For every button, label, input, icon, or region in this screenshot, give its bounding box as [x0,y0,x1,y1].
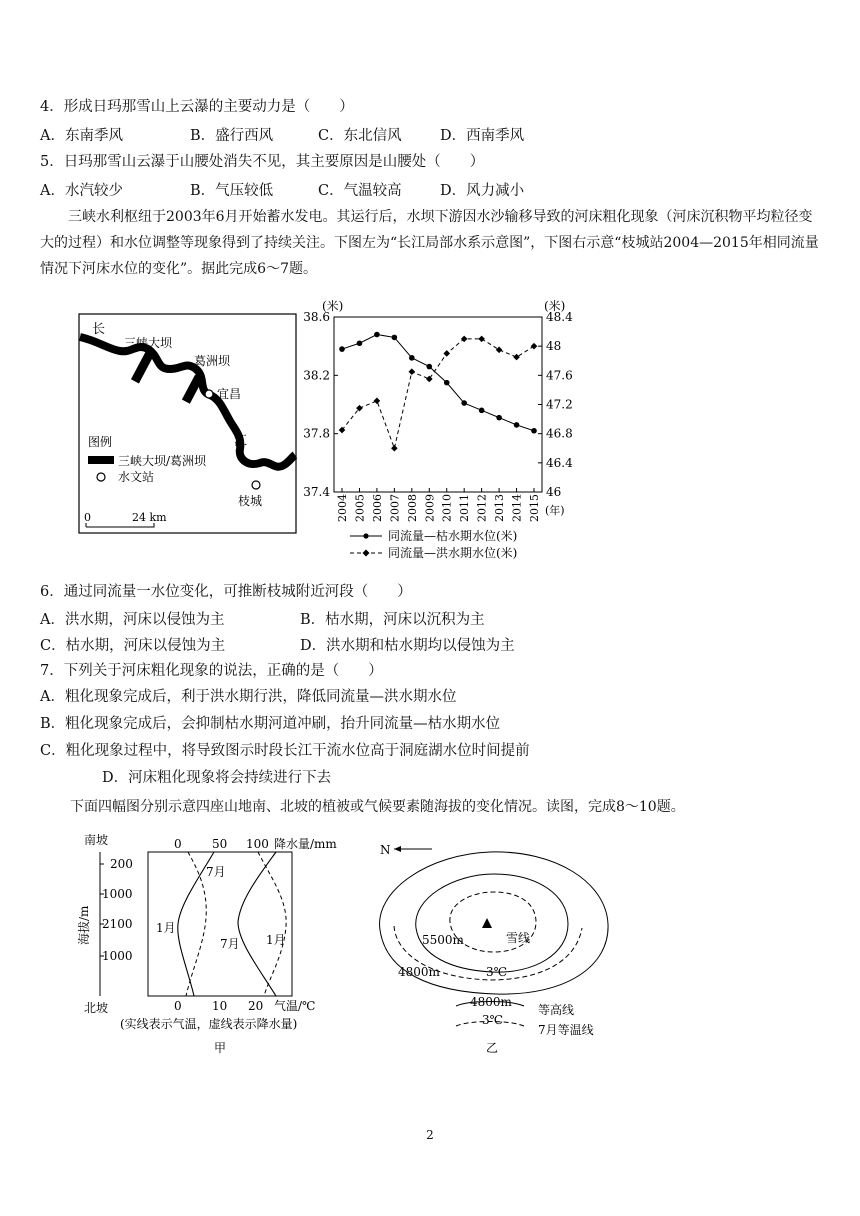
jan-precip-curve [186,852,206,996]
dry-season-point [426,364,432,370]
q4-option-b: B．盛行西风 [190,128,274,144]
precip-tick-0: 0 [174,837,182,851]
zhicheng-label: 枝城 [238,494,263,508]
q5-option-a: A．水汽较少 [40,183,123,199]
right-tick-label: 48 [546,339,562,354]
legend-station-symbol [97,473,105,481]
left-tick-label: 37.4 [303,485,330,499]
flood-season-point [426,376,433,383]
alt-tick-1: 200 [110,857,133,871]
jia-jul-label-1: 7月 [206,865,226,879]
figure-jia [70,830,360,1062]
dry-season-point [531,428,537,434]
left-axis-unit: (米) [322,299,344,313]
temp-tick-0: 0 [174,999,182,1013]
alt-tick-3: 2100 [102,917,133,931]
left-tick-label: 37.8 [303,426,330,441]
legend-title: 图例 [88,435,113,449]
altitude-axis-label: 海拔/m [77,905,91,945]
dry-season-point [514,422,520,428]
temp-tick-10: 10 [212,999,228,1013]
jia-jan-label-2: 1月 [266,933,286,947]
legend-contour-text: 等高线 [538,1003,575,1017]
yichang-label: 宜昌 [217,387,242,401]
flood-season-point [496,347,503,354]
jia-jan-label-1: 1月 [156,921,176,935]
jia-jul-label-2: 7月 [220,937,240,951]
q4-stem: 4．形成日玛那雪山上云瀑的主要动力是（ ） [40,99,354,115]
left-tick-label: 38.6 [303,310,330,324]
series-marks [339,332,538,452]
q7-option-c: C．粗化现象过程中，将导致图示时段长江干流水位高于洞庭湖水位时间提前 [40,743,530,759]
legend-diamond-marker [363,550,370,557]
jia-caption: 甲 [214,1041,227,1055]
q6-stem: 6．通过同流量一水位变化，可推断枝城附近河段（ ） [40,584,412,600]
q7-option-b: B．粗化现象完成后，会抑制枯水期河道冲刷，抬升同流量—枯水期水位 [40,716,501,732]
figure-yi [370,830,620,1062]
x-tick-label: 2014 [510,494,524,522]
yangtze-map [78,313,298,535]
q5-option-c: C．气温较高 [318,183,402,199]
x-axis-unit: (年) [545,504,565,517]
precip-tick-50: 50 [212,837,228,851]
legend-flood-season: 同流量—洪水期水位(米) [388,546,518,560]
right-tick-label: 46.8 [546,426,573,441]
right-tick-label: 47.2 [546,397,573,412]
legend-dam-symbol [88,456,114,464]
left-tick-label: 38.2 [303,368,330,383]
dry-season-point [392,335,398,341]
x-tick-label: 2011 [458,494,472,522]
north-arrow-label: N [380,843,391,857]
label-5500m: 5500m [422,933,464,947]
contour-5500 [416,874,568,972]
river-label-jiang: 江 [234,434,248,449]
jia-note: (实线表示气温，虚线表示降水量) [120,1017,298,1031]
passage-mountains: 下面四幅图分别示意四座山地南、北坡的植被或气候要素随海拔的变化情况。读图，完成8～10题。 [70,799,685,815]
label-snowline: 雪线 [506,931,531,945]
legend-3c: 3℃ [482,1013,504,1027]
river-label-chang: 长 [92,322,106,337]
yichang-marker [205,390,213,398]
q7-option-d: D．河床粗化现象将会持续进行下去 [102,770,332,786]
q4-option-d: D．西南季风 [440,128,525,144]
flood-season-point [391,445,398,452]
scale-label: 24 km [132,511,167,524]
dry-season-point [409,355,415,361]
legend-station-label: 水文站 [118,470,155,484]
label-4800m: 4800m [398,965,440,979]
dry-season-point [479,408,485,414]
q7-option-a: A．粗化现象完成后，利于洪水期行洪，降低同流量—洪水期水位 [40,689,457,705]
alt-tick-2: 1000 [102,887,133,901]
x-tick-labels [336,488,541,522]
summit-icon [482,918,492,928]
label-3c: 3℃ [486,965,508,979]
legend-isotherm-text: 7月等温线 [538,1023,594,1037]
q6-option-b: B．枯水期，河床以沉积为主 [300,612,485,628]
flood-season-line [342,339,534,448]
dry-season-point [339,346,345,352]
legend-dam-label: 三峡大坝/葛洲坝 [118,454,207,468]
x-tick-label: 2010 [440,494,454,522]
q6-option-a: A．洪水期，河床以侵蚀为主 [40,612,225,628]
dry-season-point [444,380,450,386]
dry-season-point [357,340,363,346]
flood-season-point [513,354,520,361]
passage-three-gorges: 三峡水利枢纽于2003年6月开始蓄水发电。其运行后，水坝下游因水沙输移导致的河床粗化现象（河床沉积物平均粒径变大的过程）和水位调整等现象得到了持续关注。下图左为“长江局部水系示意图”，下图右示意“枝城站2004—2015年相同流量情况下河床水位的变化”。据此完成6～7题。 [40,209,819,277]
three-gorges-dam-marker [131,351,154,383]
q7-stem: 7．下列关于河床粗化现象的说法，正确的是（ ） [40,663,383,679]
flood-season-point [443,350,450,357]
right-tick-label: 48.4 [546,310,573,324]
dry-season-point [374,332,380,338]
x-tick-label: 2012 [475,494,489,522]
zhicheng-station-marker [252,481,260,489]
legend-4800m: 4800m [470,995,512,1009]
q5-option-b: B．气压较低 [190,183,274,199]
right-tick-label: 46.4 [546,455,573,470]
x-tick-label: 2015 [528,494,541,522]
q4-option-c: C．东北信风 [318,128,402,144]
flood-season-point [478,336,485,343]
x-tick-label: 2009 [423,494,437,522]
plot-frame [334,317,542,492]
alt-tick-4: 1000 [102,949,133,963]
x-tick-label: 2004 [336,494,349,522]
north-slope-label: 北坡 [84,1001,109,1015]
q5-option-d: D．风力减小 [440,183,525,199]
x-tick-label: 2006 [370,494,384,522]
right-ticks [538,310,573,499]
page-number: 2 [426,1128,434,1142]
right-tick-label: 47.6 [546,368,573,383]
three-gorges-dam-label: 三峡大坝 [124,336,173,350]
yi-caption: 乙 [486,1041,499,1055]
temp-tick-20: 20 [248,999,264,1013]
scale-zero: 0 [84,511,91,524]
x-tick-label: 2013 [493,494,507,522]
south-slope-label: 南坡 [84,833,109,847]
temp-axis-label: 气温/℃ [274,999,316,1013]
x-tick-label: 2008 [405,494,419,522]
flood-season-point [531,343,538,350]
gezhouba-label: 葛洲坝 [194,354,231,368]
precip-tick-100: 100 [246,837,269,851]
dry-season-line [342,335,534,431]
q5-stem: 5．日玛那雪山云瀑于山腰处消失不见，其主要原因是山腰处（ ） [40,154,485,170]
q4-option-a: A．东南季风 [40,128,123,144]
flood-season-point [374,398,381,405]
x-tick-label: 2005 [353,494,367,522]
flood-season-point [409,368,416,375]
legend-solid-marker [363,533,368,538]
right-axis-unit: (米) [544,299,566,313]
right-tick-label: 46 [546,485,562,499]
x-tick-label: 2007 [388,494,402,522]
left-ticks [303,310,338,499]
dry-season-point [461,400,467,406]
q6-option-d: D．洪水期和枯水期均以侵蚀为主 [300,638,515,654]
q6-option-c: C．枯水期，河床以侵蚀为主 [40,638,226,654]
legend-dry-season: 同流量—枯水期水位(米) [388,529,518,543]
water-level-chart [300,292,580,562]
jul-temp-curve [238,852,276,996]
dry-season-point [496,415,502,421]
precip-axis-label: 降水量/mm [274,837,337,851]
